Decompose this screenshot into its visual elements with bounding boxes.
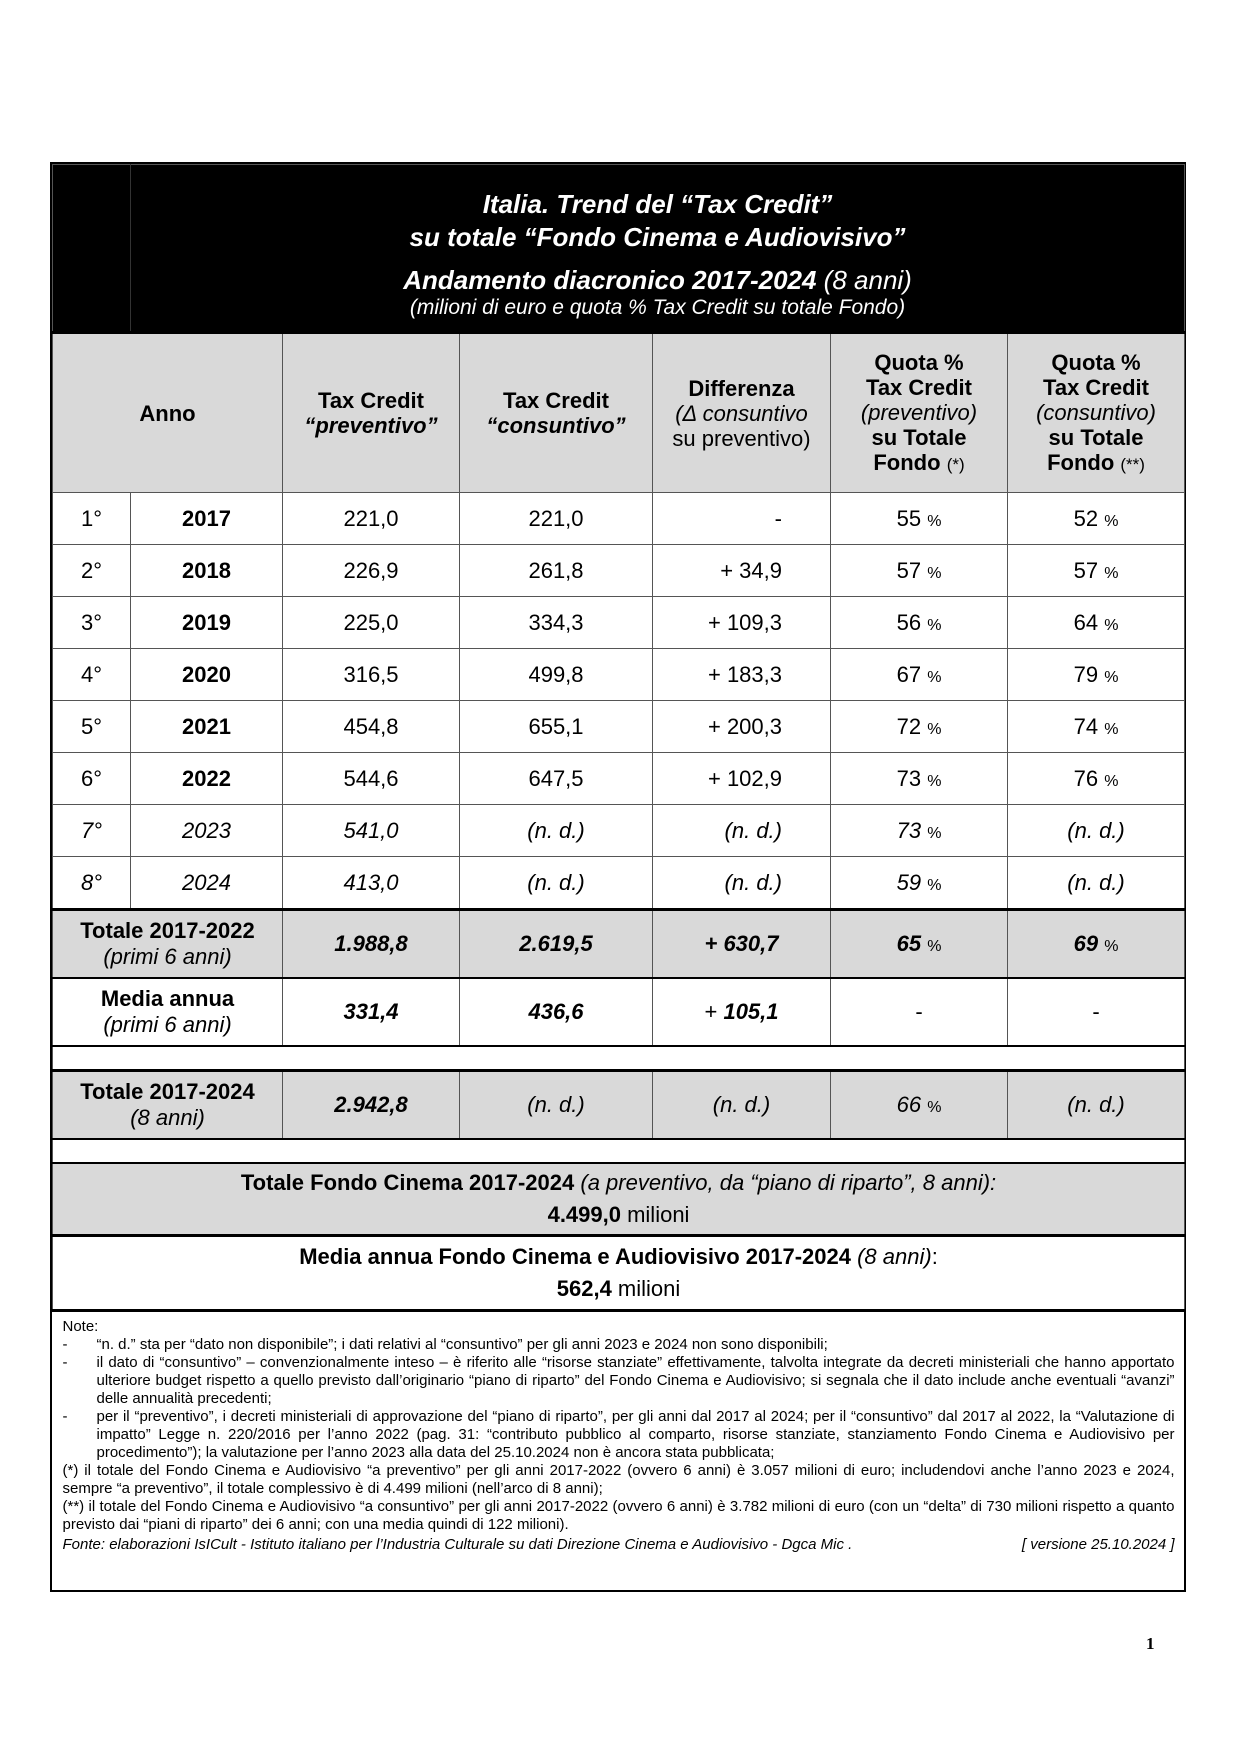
row-differenza: + 183,3 — [653, 649, 831, 701]
header-preventivo: Tax Credit “preventivo” — [283, 333, 460, 493]
row-differenza: + 109,3 — [653, 597, 831, 649]
total-8-differenza: (n. d.) — [653, 1071, 831, 1140]
row-quota-preventivo: 67 % — [831, 649, 1008, 701]
fondo-media: Media annua Fondo Cinema e Audiovisivo 2017-2024 (8 anni): 562,4 milioni — [53, 1236, 1185, 1311]
fondo-totale: Totale Fondo Cinema 2017-2024 (a preventivo, da “piano di riparto”, 8 anni): 4.499,0 milioni — [53, 1163, 1185, 1236]
row-ordinal: 6° — [53, 753, 131, 805]
row-consuntivo: 499,8 — [460, 649, 653, 701]
note-2: - il dato di “consuntivo” – convenzionalmente inteso – è riferito alle “risorse stanziate” effettivamente, talvolta integrate da decreti ministeriali che hanno apportato ulteriore budget rispetto a quello previsto dall’originario “piano di riparto” del Fondo Cinema e Audiovisivo; si segnala che il dato include anche eventuali “avanzi” delle annualità precedenti; — [62, 1354, 1175, 1407]
table-row — [53, 805, 1185, 857]
total-6-quota-consuntivo: 69 % — [1008, 910, 1185, 979]
notes — [53, 1311, 1185, 1559]
row-quota-consuntivo: 74 % — [1008, 701, 1185, 753]
total-6-quota-preventivo: 65 % — [831, 910, 1008, 979]
media-6-consuntivo: 436,6 — [460, 978, 653, 1046]
header-differenza: Differenza (Δ consuntivo su preventivo) — [653, 333, 831, 493]
total-8-quota-consuntivo: (n. d.) — [1008, 1071, 1185, 1140]
media-6-quota-preventivo: - — [831, 978, 1008, 1046]
total-6-preventivo: 1.988,8 — [283, 910, 460, 979]
header-consuntivo: Tax Credit “consuntivo” — [460, 333, 653, 493]
row-differenza: (n. d.) — [653, 857, 831, 910]
title-line-2: su totale “Fondo Cinema e Audiovisivo” — [409, 222, 906, 252]
header-row — [53, 333, 1185, 493]
row-quota-preventivo: 57 % — [831, 545, 1008, 597]
spacer-row-2 — [53, 1139, 1185, 1163]
notes-row — [53, 1311, 1185, 1559]
note-4: (*) il totale del Fondo Cinema e Audiovisivo “a preventivo” per gli anni 2017-2022 (ovvero 6 anni) è 3.057 milioni di euro; includendovi anche l’anno 2023 e 2024, sempre “a preventivo”, il totale complessivo è di 4.499 milioni (nell’arco di 8 anni); — [62, 1462, 1175, 1497]
fondo-media-row — [53, 1236, 1185, 1311]
row-ordinal: 4° — [53, 649, 131, 701]
row-quota-consuntivo: 52 % — [1008, 493, 1185, 545]
row-preventivo: 225,0 — [283, 597, 460, 649]
note-3: - per il “preventivo”, i decreti ministeriali di approvazione del “piano di riparto”, per gli anni dal 2017 al 2024; per il “consuntivo” dal 2017 al 2022, la “Valutazione di impatto” Legge n. 220/2016 per l’anno 2022 (pag. 31: “contributo pubblico al comparto, risorse stanziate, stanziamento Fondo Cinema e Audiovisivo per procedimento”); la valutazione per l’anno 2023 alla data del 25.10.2024 non è ancora stata pubblicata; — [62, 1408, 1175, 1461]
row-quota-preventivo: 73 % — [831, 805, 1008, 857]
row-ordinal: 7° — [53, 805, 131, 857]
table-row — [53, 649, 1185, 701]
row-consuntivo: (n. d.) — [460, 857, 653, 910]
row-year: 2021 — [131, 701, 283, 753]
table-row — [53, 857, 1185, 910]
row-quota-preventivo: 59 % — [831, 857, 1008, 910]
row-ordinal: 1° — [53, 493, 131, 545]
row-differenza: (n. d.) — [653, 805, 831, 857]
row-quota-consuntivo: 76 % — [1008, 753, 1185, 805]
media-6-preventivo: 331,4 — [283, 978, 460, 1046]
row-quota-preventivo: 73 % — [831, 753, 1008, 805]
row-preventivo: 221,0 — [283, 493, 460, 545]
row-ordinal: 2° — [53, 545, 131, 597]
title-left-block — [53, 165, 131, 333]
total-2017-2024-row — [53, 1071, 1185, 1140]
row-quota-preventivo: 72 % — [831, 701, 1008, 753]
row-quota-consuntivo: 64 % — [1008, 597, 1185, 649]
table-title — [131, 165, 1185, 333]
row-consuntivo: (n. d.) — [460, 805, 653, 857]
row-year: 2018 — [131, 545, 283, 597]
row-quota-consuntivo: (n. d.) — [1008, 805, 1185, 857]
table-row — [53, 597, 1185, 649]
row-differenza: + 102,9 — [653, 753, 831, 805]
row-consuntivo: 647,5 — [460, 753, 653, 805]
row-year: 2017 — [131, 493, 283, 545]
row-preventivo: 413,0 — [283, 857, 460, 910]
spacer-row — [53, 1046, 1185, 1071]
row-quota-consuntivo: 79 % — [1008, 649, 1185, 701]
row-quota-preventivo: 55 % — [831, 493, 1008, 545]
row-differenza: + 200,3 — [653, 701, 831, 753]
source-line: Fonte: elaborazioni IsICult - Istituto italiano per l’Industria Culturale su dati Direzione Cinema e Audiovisivo - Dgca Mic . [ versione 25.10.2024 ] — [62, 1536, 1175, 1553]
row-quota-consuntivo: (n. d.) — [1008, 857, 1185, 910]
header-quota-preventivo: Quota % Tax Credit (preventivo) su Totale Fondo (*) — [831, 333, 1008, 493]
header-quota-consuntivo: Quota % Tax Credit (consuntivo) su Totale Fondo (**) — [1008, 333, 1185, 493]
row-preventivo: 454,8 — [283, 701, 460, 753]
row-differenza: + 34,9 — [653, 545, 831, 597]
table-row — [53, 493, 1185, 545]
title-line-4: (milioni di euro e quota % Tax Credit su totale Fondo) — [409, 296, 906, 319]
total-8-consuntivo: (n. d.) — [460, 1071, 653, 1140]
media-6-differenza: + 105,1 — [653, 978, 831, 1046]
media-annua-row — [53, 978, 1185, 1046]
title-line-3: Andamento diacronico 2017-2024 (8 anni) — [403, 265, 912, 295]
row-quota-consuntivo: 57 % — [1008, 545, 1185, 597]
total-8-quota-preventivo: 66 % — [831, 1071, 1008, 1140]
tax-credit-table — [52, 164, 1185, 1558]
row-differenza: - — [653, 493, 831, 545]
row-year: 2022 — [131, 753, 283, 805]
row-preventivo: 316,5 — [283, 649, 460, 701]
table-row — [53, 545, 1185, 597]
total-6-differenza: + 630,7 — [653, 910, 831, 979]
media-6-label: Media annua (primi 6 anni) — [53, 978, 283, 1046]
row-preventivo: 226,9 — [283, 545, 460, 597]
row-preventivo: 544,6 — [283, 753, 460, 805]
row-year: 2019 — [131, 597, 283, 649]
row-year: 2024 — [131, 857, 283, 910]
row-consuntivo: 261,8 — [460, 545, 653, 597]
table-row — [53, 701, 1185, 753]
row-consuntivo: 221,0 — [460, 493, 653, 545]
total-8-preventivo: 2.942,8 — [283, 1071, 460, 1140]
document-frame — [50, 162, 1186, 1592]
note-5: (**) il totale del Fondo Cinema e Audiovisivo “a consuntivo” per gli anni 2017-2022 (ovvero 6 anni) è 3.782 milioni di euro (con un “delta” di 730 milioni rispetto a quanto previsto dai “piani di riparto” dei 6 anni; con una media quindi di 122 milioni). — [62, 1498, 1175, 1533]
total-6-consuntivo: 2.619,5 — [460, 910, 653, 979]
header-anno: Anno — [53, 333, 283, 493]
row-preventivo: 541,0 — [283, 805, 460, 857]
row-year: 2020 — [131, 649, 283, 701]
fondo-totale-row — [53, 1163, 1185, 1236]
row-quota-preventivo: 56 % — [831, 597, 1008, 649]
row-ordinal: 8° — [53, 857, 131, 910]
total-6-label: Totale 2017-2022 (primi 6 anni) — [53, 910, 283, 979]
notes-heading: Note: — [62, 1318, 99, 1335]
row-consuntivo: 334,3 — [460, 597, 653, 649]
row-year: 2023 — [131, 805, 283, 857]
page-number: 1 — [1146, 1634, 1155, 1653]
note-1: - “n. d.” sta per “dato non disponibile”; i dati relativi al “consuntivo” per gli anni 2023 e 2024 non sono disponibili; — [62, 1336, 828, 1353]
row-ordinal: 5° — [53, 701, 131, 753]
total-2017-2022-row — [53, 910, 1185, 979]
table-row — [53, 753, 1185, 805]
row-ordinal: 3° — [53, 597, 131, 649]
media-6-quota-consuntivo: - — [1008, 978, 1185, 1046]
total-8-label: Totale 2017-2024 (8 anni) — [53, 1071, 283, 1140]
title-line-1: Italia. Trend del “Tax Credit” — [482, 189, 833, 219]
row-consuntivo: 655,1 — [460, 701, 653, 753]
